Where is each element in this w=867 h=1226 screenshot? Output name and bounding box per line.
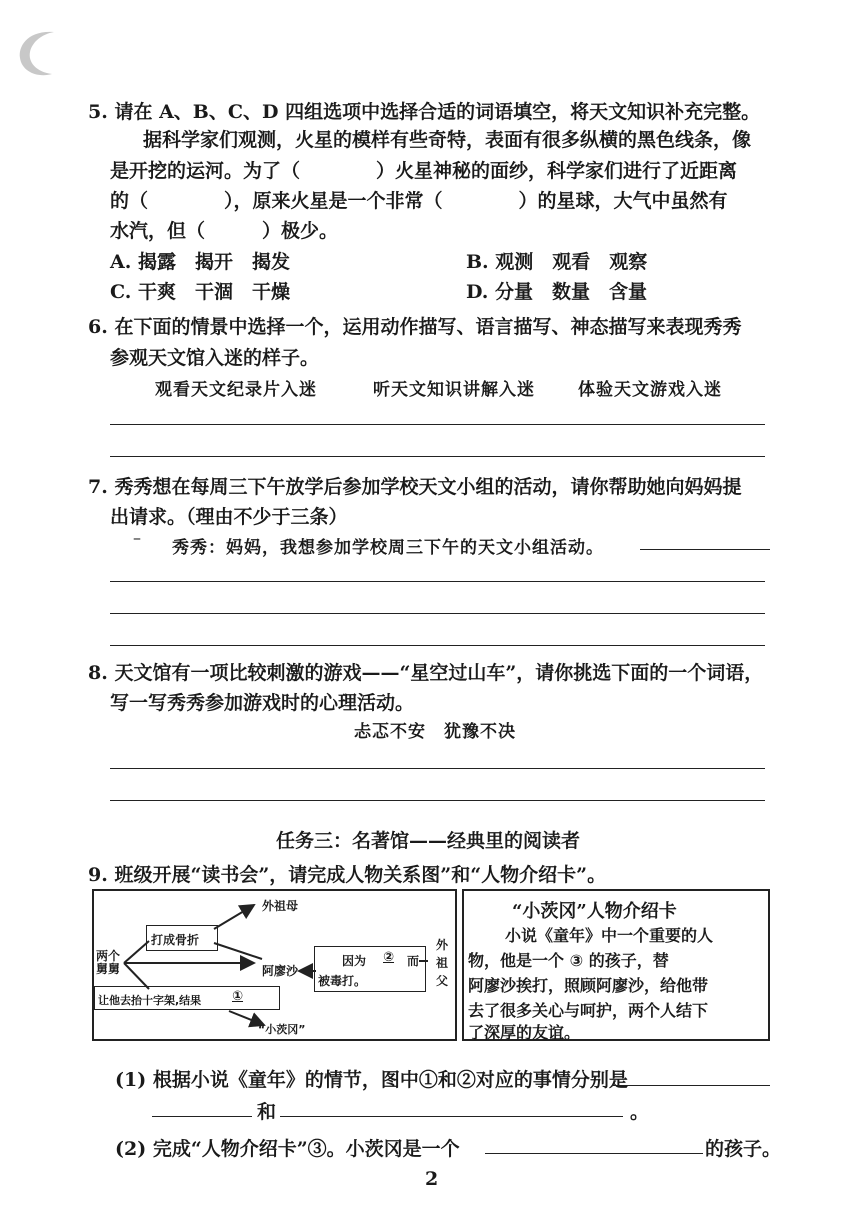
q5-paragraph-line-3: 的（ ），原来火星是一个非常（ ）的星球，大气中虽然有 bbox=[110, 190, 728, 212]
diagram-aliosha: 阿廖沙 bbox=[262, 964, 299, 978]
q9-sub1-answer-line-1[interactable] bbox=[612, 1085, 770, 1086]
q9-sub2-prompt: (2) 完成“人物介绍卡”③。小茨冈是一个 bbox=[115, 1138, 460, 1160]
corner-crescent-mark bbox=[14, 26, 60, 80]
diagram-grandma: 外祖母 bbox=[262, 899, 299, 913]
question-7-prompt-line-1: 7. 秀秀想在每周三下午放学后参加学校天文小组的活动，请你帮助她向妈妈提 bbox=[88, 476, 742, 498]
diagram-because: 因为 bbox=[342, 954, 367, 968]
q5-option-d: D. 分量 数量 含量 bbox=[466, 281, 648, 303]
q8-answer-line-2[interactable] bbox=[110, 800, 765, 801]
diagram-and: 而 bbox=[407, 954, 420, 968]
card-title: “小茨冈”人物介绍卡 bbox=[512, 901, 677, 922]
q6-answer-line-1[interactable] bbox=[110, 424, 765, 425]
diagram-circle-1: ① bbox=[232, 989, 244, 1004]
diagram-grandpa: 外 祖 父 bbox=[436, 938, 449, 988]
diagram-two-uncles: 两个 舅舅 bbox=[96, 949, 121, 976]
page-number: 2 bbox=[425, 1168, 439, 1190]
question-8-prompt-line-2: 写一写秀秀参加游戏时的心理活动。 bbox=[110, 692, 415, 714]
question-5-prompt: 5. 请在 A、B、C、D 四组选项中选择合适的词语填空，将天文知识补充完整。 bbox=[88, 101, 761, 123]
q9-sub1-answer-line-3[interactable] bbox=[280, 1116, 623, 1117]
q9-sub2-end: 的孩子。 bbox=[705, 1138, 782, 1160]
q9-sub2-answer-line[interactable] bbox=[485, 1153, 703, 1154]
q6-choice-3: 体验天文游戏入迷 bbox=[578, 380, 722, 400]
q7-answer-line-3[interactable] bbox=[110, 645, 765, 646]
q5-paragraph-line-1: 据科学家们观测，火星的模样有些奇特，表面有很多纵横的黑色线条，像 bbox=[143, 129, 752, 151]
diagram-xiaoyu: “小茨冈” bbox=[258, 1023, 306, 1036]
q5-paragraph-line-4: 水汽，但（ ）极少。 bbox=[110, 220, 339, 242]
q6-choice-2: 听天文知识讲解入迷 bbox=[373, 380, 535, 400]
q6-answer-line-2[interactable] bbox=[110, 456, 765, 457]
diagram-beaten: 被毒打。 bbox=[318, 974, 367, 988]
q9-sub1-end: 。 bbox=[630, 1101, 650, 1123]
card-line-3: 阿廖沙挨打，照顾阿廖沙，给他带 bbox=[468, 976, 709, 995]
question-8-prompt-line-1: 8. 天文馆有一项比较刺激的游戏——“星空过山车”，请你挑选下面的一个词语， bbox=[88, 662, 764, 684]
card-line-2: 物，他是一个 ③ 的孩子，替 bbox=[468, 951, 669, 970]
task-3-heading: 任务三：名著馆——经典里的阅读者 bbox=[276, 830, 581, 852]
q7-dash-mark: – bbox=[133, 528, 141, 547]
q5-option-a: A. 揭露 揭开 揭发 bbox=[110, 251, 290, 273]
q9-sub1-answer-line-2[interactable] bbox=[152, 1116, 252, 1117]
q5-option-c: C. 干爽 干涸 干燥 bbox=[110, 281, 291, 303]
q7-starter-sentence: 秀秀：妈妈，我想参加学校周三下午的天文小组活动。 bbox=[172, 538, 604, 558]
q9-sub1-and: 和 bbox=[257, 1101, 277, 1123]
q5-option-b: B. 观测 观看 观察 bbox=[466, 251, 648, 273]
question-7-prompt-line-2: 出请求。（理由不少于三条） bbox=[110, 506, 348, 528]
q7-answer-line-0[interactable] bbox=[640, 549, 770, 550]
q8-word-choices: 忐忑不安 犹豫不决 bbox=[354, 722, 516, 742]
q5-paragraph-line-2: 是开挖的运河。为了（ ）火星神秘的面纱，科学家们进行了近距离 bbox=[110, 160, 738, 182]
q9-sub1-prompt: (1) 根据小说《童年》的情节，图中①和②对应的事情分别是 bbox=[115, 1069, 628, 1091]
q7-answer-line-2[interactable] bbox=[110, 613, 765, 614]
question-6-prompt-line-2: 参观天文馆入迷的样子。 bbox=[110, 347, 320, 369]
question-9-prompt: 9. 班级开展“读书会”，请完成人物关系图”和“人物介绍卡”。 bbox=[88, 864, 607, 886]
card-line-5: 了深厚的友谊。 bbox=[468, 1023, 581, 1042]
diagram-cross-label: 让他去抬十字架,结果 bbox=[98, 994, 202, 1007]
q6-choice-1: 观看天文纪录片入迷 bbox=[155, 380, 317, 400]
card-line-4: 去了很多关心与呵护，两个人结下 bbox=[468, 1001, 709, 1020]
question-6-prompt-line-1: 6. 在下面的情景中选择一个，运用动作描写、语言描写、神态描写来表现秀秀 bbox=[88, 316, 742, 338]
q8-answer-line-1[interactable] bbox=[110, 768, 765, 769]
diagram-hit-label: 打成骨折 bbox=[151, 933, 200, 947]
diagram-circle-2: ② bbox=[383, 950, 395, 965]
q7-answer-line-1[interactable] bbox=[110, 581, 765, 582]
card-line-1: 小说《童年》中一个重要的人 bbox=[505, 926, 714, 945]
